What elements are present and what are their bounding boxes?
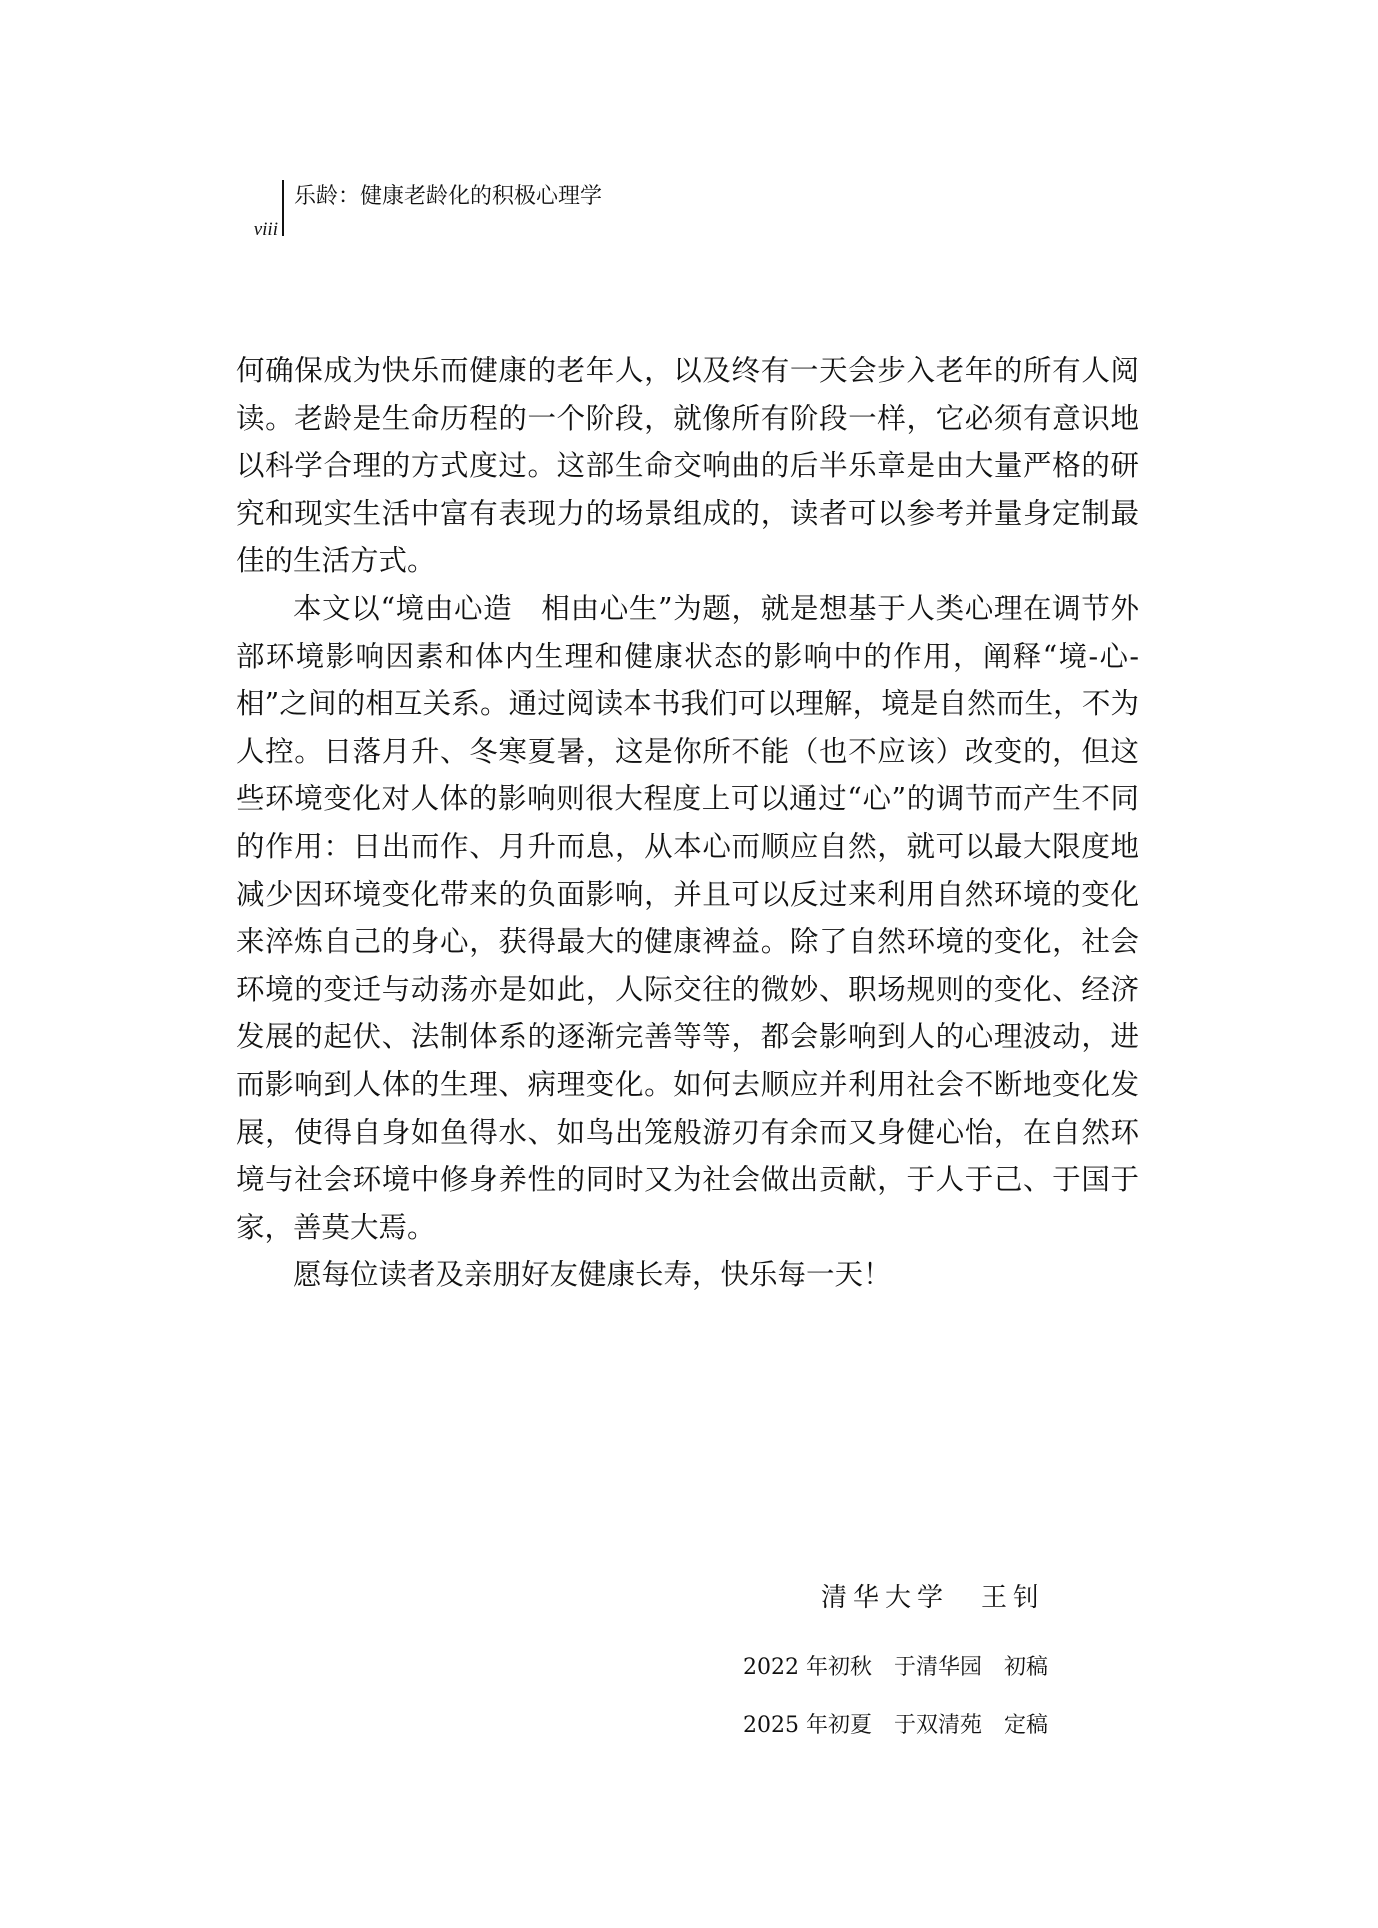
body-text bbox=[236, 347, 1139, 1299]
author-signature: 清华大学 王钊 bbox=[820, 1583, 1045, 1613]
paragraph-closing-wish: 愿每位读者及亲朋好友健康长寿，快乐每一天！ bbox=[293, 1258, 892, 1292]
running-header bbox=[240, 180, 740, 240]
page-number: viii bbox=[253, 219, 278, 240]
paragraph-main: 本文以“境由心造 相由心生”为题，就是想基于人类心理在调节外部环境影响因素和体内生理和健康状态的影响中的作用，阐释“境-心-相”之间的相互关系。通过阅读本书我们可以理解，境是自然而生，不为人控。日落月升、冬寒夏暑，这是你所不能（也不应该）改变的，但这些环境变化对人体的影响则很大程度上可以通过“心”的调节而产生不同的作用：日出而作、月升而息，从本心而顺应自然，就可以最大限度地减少因环境变化带来的负面影响，并且可以反过来利用自然环境的变化来淬炼自己的身心，获得最大的健康裨益。除了自然环境的变化，社会环境的变迁与动荡亦是如此，人际交往的微妙、职场规则的变化、经济发展的起伏、法制体系的逐渐完善等等，都会影响到人的心理波动，进而影响到人体的生理、病理变化。如何去顺应并利用社会不断地变化发展，使得自身如鱼得水、如鸟出笼般游刃有余而又身健心怡，在自然环境与社会环境中修身养性的同时又为社会做出贡献，于人于己、于国于家，善莫大焉。 bbox=[236, 591, 1139, 1244]
signature-block bbox=[719, 1578, 1048, 1768]
final-date-line: 2025 年初夏 于双清苑 定稿 bbox=[743, 1713, 1048, 1738]
book-title: 乐龄：健康老龄化的积极心理学 bbox=[294, 184, 603, 209]
paragraph-continued: 何确保成为快乐而健康的老年人，以及终有一天会步入老年的所有人阅读。老龄是生命历程的一个阶段，就像所有阶段一样，它必须有意识地以科学合理的方式度过。这部生命交响曲的后半乐章是由大量严格的研究和现实生活中富有表现力的场景组成的，读者可以参考并量身定制最佳的生活方式。 bbox=[236, 354, 1139, 578]
header-divider bbox=[282, 180, 284, 236]
draft-date-line: 2022 年初秋 于清华园 初稿 bbox=[743, 1655, 1048, 1680]
